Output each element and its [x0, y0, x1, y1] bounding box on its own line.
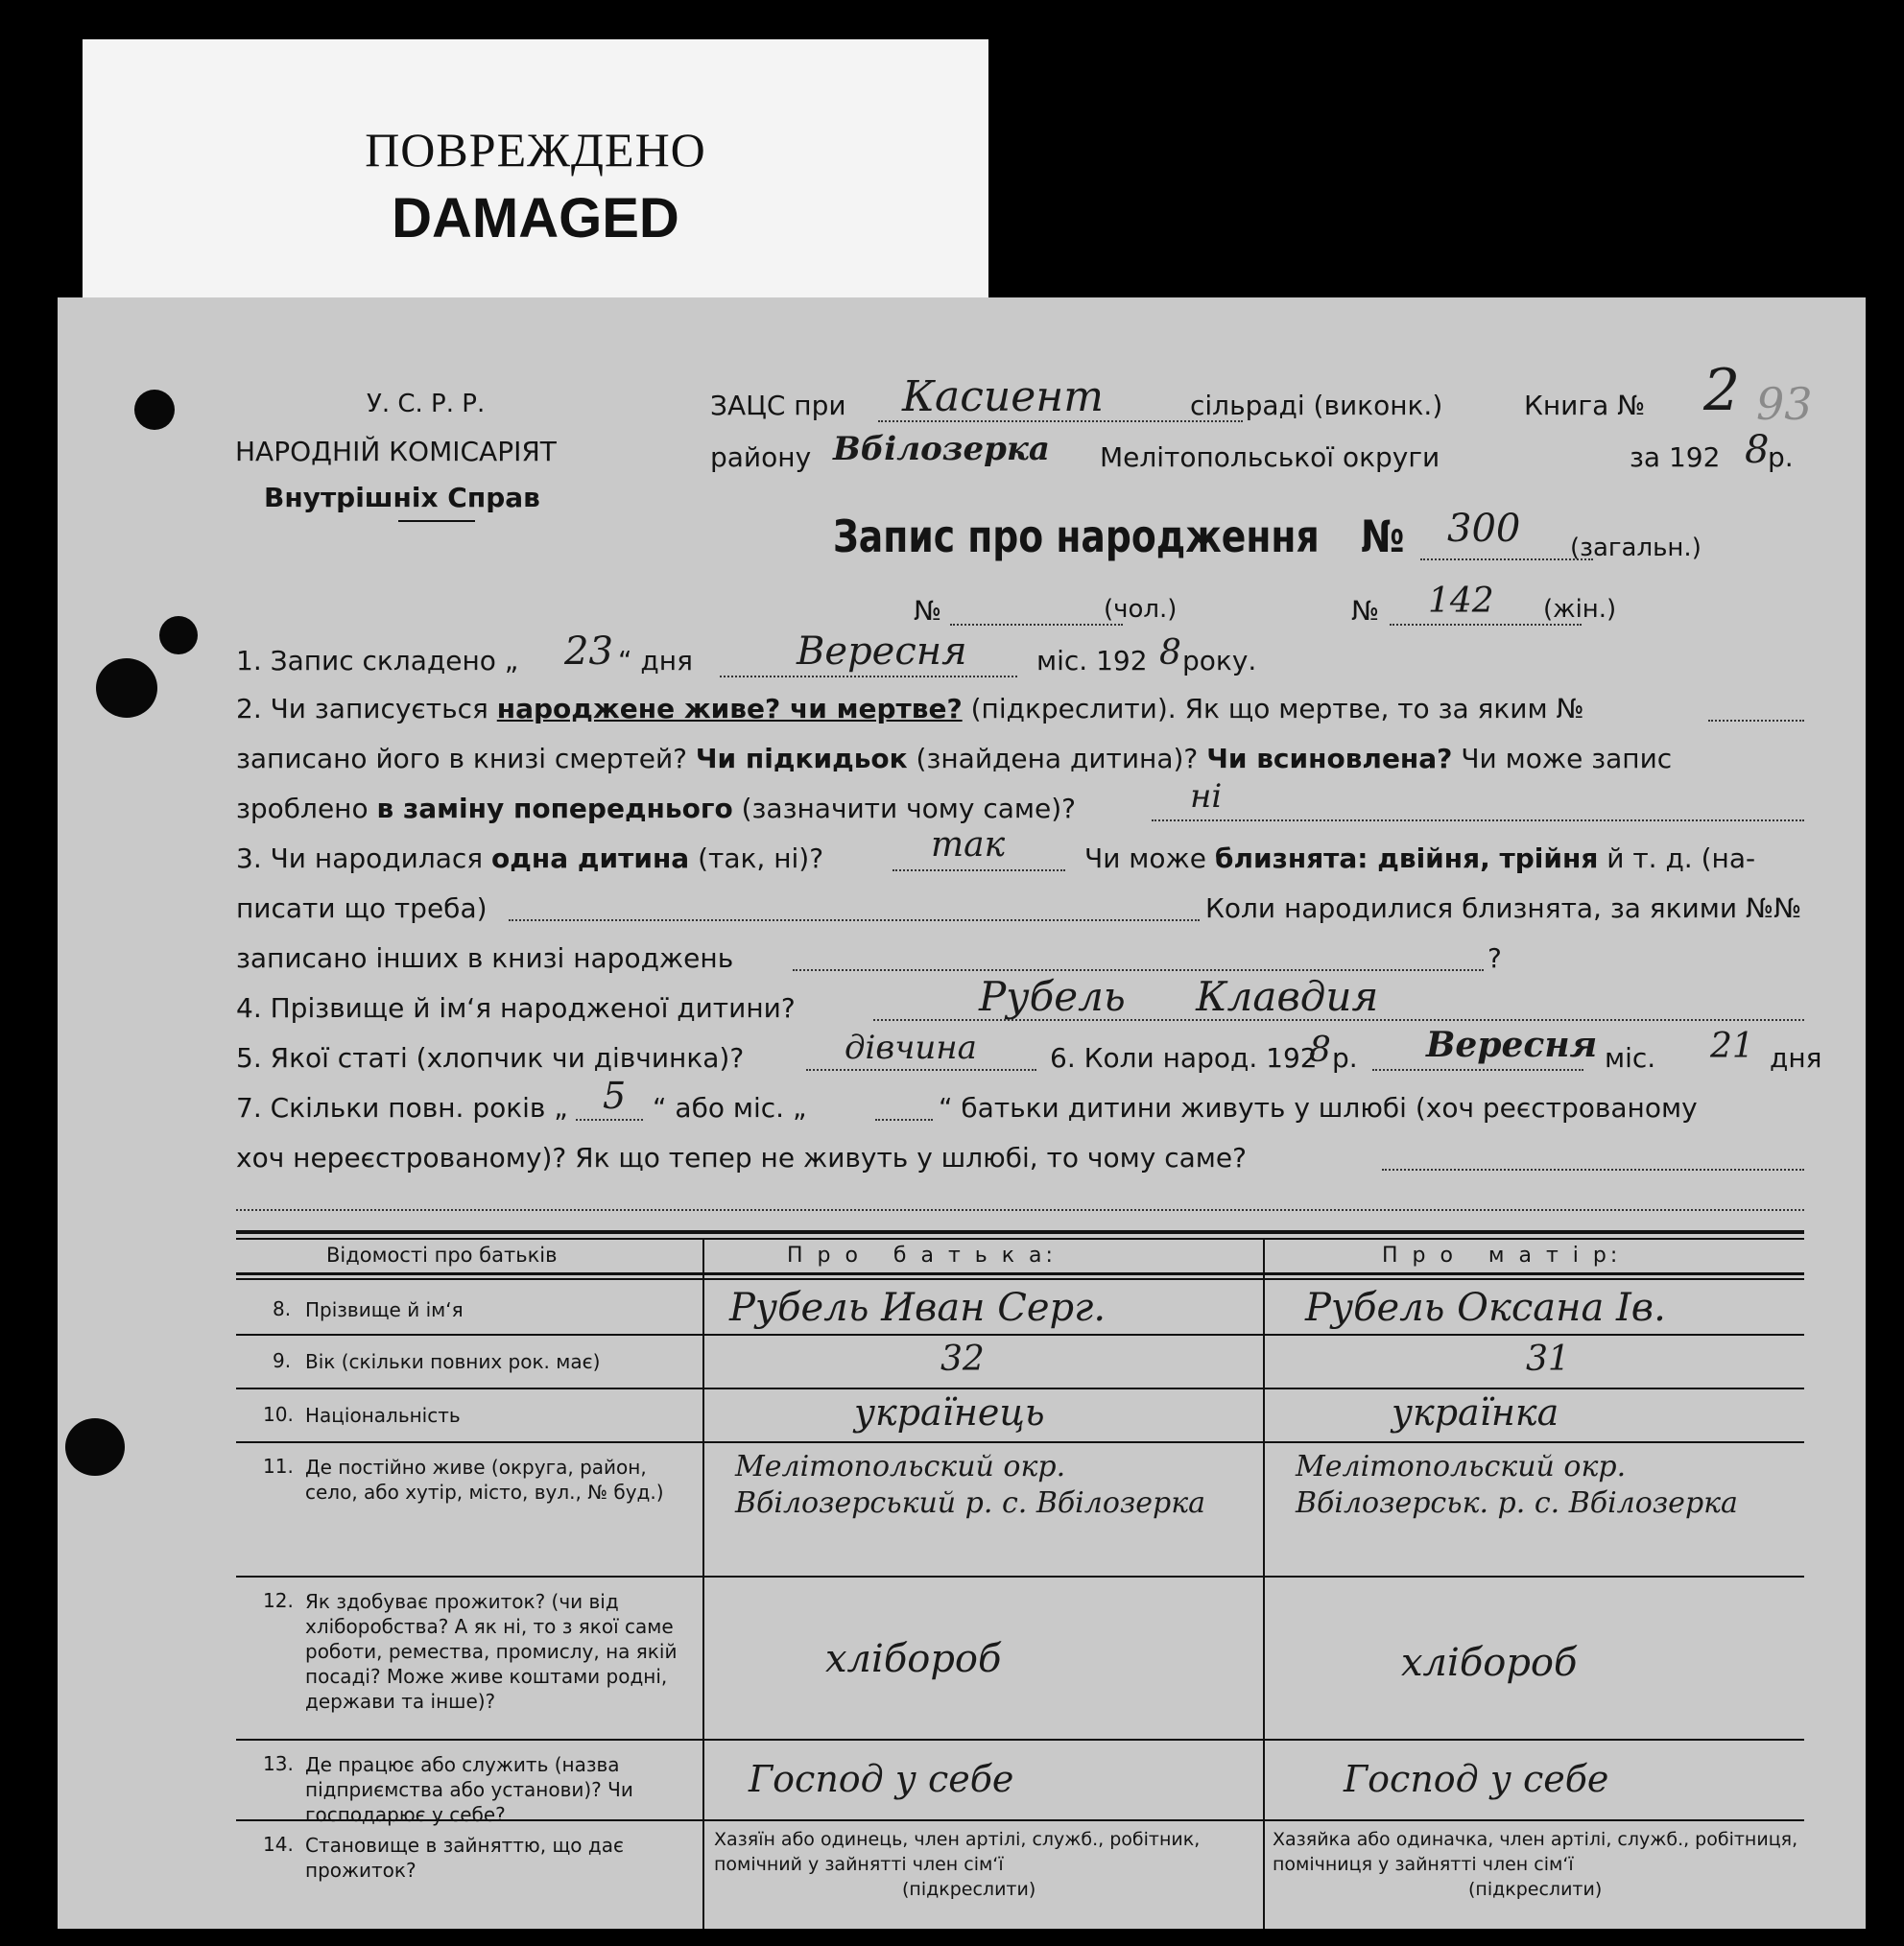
book-number: 2 — [1703, 357, 1741, 424]
line2c — [236, 793, 1076, 824]
district-prefix: району — [710, 441, 812, 473]
line3-text-c: (так, ні)? — [689, 842, 824, 874]
row8-label: Прізвище й ім‘я — [305, 1298, 464, 1321]
father-status-note: (підкреслити) — [902, 1879, 1036, 1900]
birth-year-digit: 8 — [1309, 1031, 1331, 1070]
line5-text-b: 6. Коли народ. 192 — [1050, 1042, 1318, 1074]
village-name: Касиент — [902, 372, 1105, 421]
table-header-mother: П р о м а т і р: — [1382, 1244, 1622, 1268]
line3-text-a: 3. Чи народилася — [236, 842, 492, 874]
line5-text-e: дня — [1770, 1042, 1822, 1074]
female-no-symbol: № — [1351, 595, 1380, 627]
line2c-text-b: в заміну попереднього — [376, 793, 733, 824]
line7b-text-a: хоч нереєстрованому)? Як що тепер не живуть у шлюбі, то чому саме? — [236, 1142, 1247, 1174]
line7-text-b: “ або міс. „ — [653, 1092, 807, 1124]
row12-number: 12. — [263, 1589, 294, 1612]
line1-text-a: 1. Запис складено „ — [236, 645, 519, 676]
line3-text-e: близнята: двійня, трійня — [1214, 842, 1599, 874]
table-col-rule-2 — [1263, 1238, 1265, 1929]
row8-number: 8. — [273, 1297, 292, 1320]
damaged-label-card — [83, 39, 988, 304]
male-label: (чол.) — [1104, 595, 1178, 624]
row9-number: 9. — [273, 1349, 292, 1372]
row11-label: Де постійно живе (округа, район, село, або хутір, місто, вул., № буд.) — [305, 1456, 664, 1504]
female-label: (жін.) — [1543, 595, 1617, 624]
child-sex: дівчина — [845, 1029, 977, 1067]
line2c-text-c: (зазначити чому саме)? — [732, 793, 1077, 824]
birth-month: Вересня — [1426, 1025, 1598, 1065]
record-year-digit: 8 — [1159, 633, 1181, 673]
birth-month-dotline — [1372, 1069, 1583, 1071]
department-label: Внутрішніх Справ — [264, 482, 540, 513]
line3b-text-a: писати що треба) — [236, 892, 488, 924]
mother-age: 31 — [1526, 1340, 1570, 1379]
department-underline — [398, 520, 475, 522]
line2c-text-a: зроблено — [236, 793, 377, 824]
damaged-label-en: DAMAGED — [392, 187, 679, 249]
line2-text-c: (підкреслити). Як що мертве, то за яким № — [962, 693, 1584, 724]
record-no-symbol: № — [1361, 510, 1405, 562]
female-dotline — [1390, 624, 1582, 626]
line2b-text-d: Чи всиновлена? — [1206, 743, 1453, 774]
line3-text-b: одна дитина — [491, 842, 690, 874]
general-label: (загальн.) — [1570, 534, 1702, 562]
line3c-dotline — [793, 969, 1484, 971]
zags-prefix: ЗАЦС при — [710, 390, 846, 421]
line2b-text-e: Чи може запис — [1452, 743, 1673, 774]
okruha-label: Мелітопольської округи — [1100, 441, 1440, 473]
line5-text-d: міс. — [1605, 1042, 1656, 1074]
line2c-dotline — [1152, 819, 1804, 821]
line7-text-c: “ батьки дитини живуть у шлюбі (хоч реєстрованому — [939, 1092, 1698, 1124]
mother-residence: Мелітопольский окр. Вбілозерськ. р. с. Вбілозерка — [1296, 1450, 1738, 1520]
book-number-faint: 93 — [1756, 378, 1813, 430]
district-name: Вбілозерка — [833, 430, 1050, 468]
line2b-text-a: записано його в книзі смертей? — [236, 743, 696, 774]
punch-hole — [134, 390, 175, 430]
line3-dotline — [892, 869, 1065, 871]
record-title: Запис про народження — [833, 510, 1320, 562]
record-day: 23 — [564, 629, 613, 674]
year-prefix: за 192 — [1630, 441, 1721, 473]
line2b-text-c: (знайдена дитина)? — [907, 743, 1207, 774]
line5-text-a: 5. Якої статі (хлопчик чи дівчинка)? — [236, 1042, 745, 1074]
book-label: Книга № — [1524, 390, 1646, 421]
line2-text-a: 2. Чи записується — [236, 693, 497, 724]
father-nationality: українець — [854, 1391, 1045, 1434]
village-dotline — [878, 420, 1243, 422]
table-header-rule — [236, 1272, 1804, 1275]
father-workplace: Господ у себе — [749, 1758, 1014, 1800]
row13-label: Де працює або служить (назва підприємства або установи)? Чи господарює у себе? — [305, 1753, 633, 1826]
birth-day: 21 — [1710, 1027, 1754, 1066]
record-month: Вересня — [797, 629, 967, 674]
line2-dotline — [1708, 720, 1804, 722]
general-dotline — [1420, 558, 1593, 560]
replacement-answer: ні — [1190, 777, 1223, 816]
line4-text-a: 4. Прізвище й ім‘я народженої дитини? — [236, 992, 796, 1024]
punch-hole — [96, 658, 157, 718]
line3b-dotline — [509, 919, 1200, 921]
row-rule — [236, 1334, 1804, 1336]
council-suffix: сільраді (виконк.) — [1190, 390, 1443, 421]
father-name: Рубель Иван Серг. — [729, 1286, 1107, 1330]
row-rule — [236, 1576, 1804, 1578]
year-suffix: р. — [1768, 441, 1794, 473]
line3b-text-b: Коли народилися близнята, за якими №№ — [1205, 892, 1802, 924]
line1-text-d: року. — [1182, 645, 1257, 676]
line3-text-f: й т. д. (на- — [1598, 842, 1756, 874]
line3c-text-a: записано інших в книзі народжень — [236, 942, 734, 974]
mother-name: Рубель Оксана Ів. — [1305, 1286, 1666, 1330]
line3 — [236, 842, 823, 874]
damaged-label-ua: ПОВРЕЖДЕНО — [365, 123, 706, 177]
line2b — [236, 743, 1672, 774]
male-no-symbol: № — [914, 595, 942, 627]
line2-text-b: народжене живе? чи мертве? — [496, 693, 963, 724]
child-name: Рубель Клавдия — [979, 973, 1379, 1020]
table-top-rule-2 — [236, 1238, 1804, 1240]
month-dotline — [720, 676, 1017, 677]
table-header-father: П р о б а т ь к а: — [787, 1244, 1057, 1268]
marriage-years-dotline — [576, 1119, 643, 1121]
line3-right — [1084, 842, 1755, 874]
table-header-rule-2 — [236, 1278, 1804, 1280]
mother-livelihood: хлібороб — [1401, 1641, 1578, 1685]
mother-status-note: (підкреслити) — [1468, 1879, 1603, 1900]
father-age: 32 — [940, 1340, 985, 1379]
male-dotline — [950, 624, 1123, 626]
table-col-rule-1 — [702, 1238, 704, 1929]
line4-dotline — [873, 1019, 1804, 1021]
line5-dotline — [806, 1069, 1036, 1071]
row-rule — [236, 1739, 1804, 1741]
father-livelihood: хлібороб — [825, 1637, 1002, 1681]
line5-text-c: р. — [1332, 1042, 1358, 1074]
father-residence: Мелітопольский окр. Вбілозерський р. с. Вбілозерка — [735, 1450, 1206, 1520]
row9-label: Вік (скільки повних рок. має) — [305, 1350, 601, 1373]
line1-text-b: “ дня — [618, 645, 693, 676]
line3-text-d: Чи може — [1084, 842, 1215, 874]
row10-number: 10. — [263, 1403, 294, 1426]
general-number: 300 — [1447, 507, 1521, 551]
row13-number: 13. — [263, 1752, 294, 1775]
punch-hole — [159, 616, 198, 654]
table-top-rule — [236, 1230, 1804, 1234]
row10-label: Національність — [305, 1404, 461, 1427]
mother-employment-status: Хазяйка або одиначка, член артілі, служб., робітниця, помічниця у зайнятті член сім‘ї — [1273, 1829, 1798, 1875]
line7-text-a: 7. Скільки повн. років „ — [236, 1092, 568, 1124]
line7c-dotline — [236, 1209, 1804, 1211]
row12-label: Як здобуває прожиток? (чи від хліборобства? А як ні, то з якої саме роботи, ремества, промислу, на якій посаді? Може живе коштами родні, держави та інше)? — [305, 1590, 678, 1713]
row-rule — [236, 1441, 1804, 1443]
mother-nationality: українка — [1392, 1391, 1559, 1434]
row14-label: Становище в зайняттю, що дає прожиток? — [305, 1834, 624, 1882]
marriage-years: 5 — [603, 1075, 627, 1117]
single-child-answer: так — [931, 825, 1006, 865]
line2 — [236, 693, 1584, 724]
row-rule — [236, 1388, 1804, 1389]
punch-hole — [65, 1418, 125, 1476]
table-header-info: Відомості про батьків — [326, 1244, 558, 1267]
row14-number: 14. — [263, 1833, 294, 1856]
commissariat-label: НАРОДНІЙ КОМІСАРІЯТ — [235, 436, 557, 467]
year-digit: 8 — [1745, 428, 1770, 472]
birth-record-sheet — [58, 297, 1866, 1929]
marriage-months-dotline — [875, 1119, 933, 1121]
line1-text-c: міс. 192 — [1036, 645, 1148, 676]
line7b-dotline — [1382, 1169, 1804, 1171]
father-employment-status: Хазяїн або одинець, член артілі, служб., робітник, помічний у зайнятті член сім‘ї — [714, 1829, 1201, 1875]
republic-label: У. С. Р. Р. — [367, 390, 486, 418]
row11-number: 11. — [263, 1455, 294, 1478]
mother-workplace: Господ у себе — [1344, 1758, 1609, 1800]
line3c-text-b: ? — [1488, 942, 1502, 974]
line2b-text-b: Чи підкидьок — [695, 743, 908, 774]
female-number: 142 — [1428, 581, 1494, 621]
